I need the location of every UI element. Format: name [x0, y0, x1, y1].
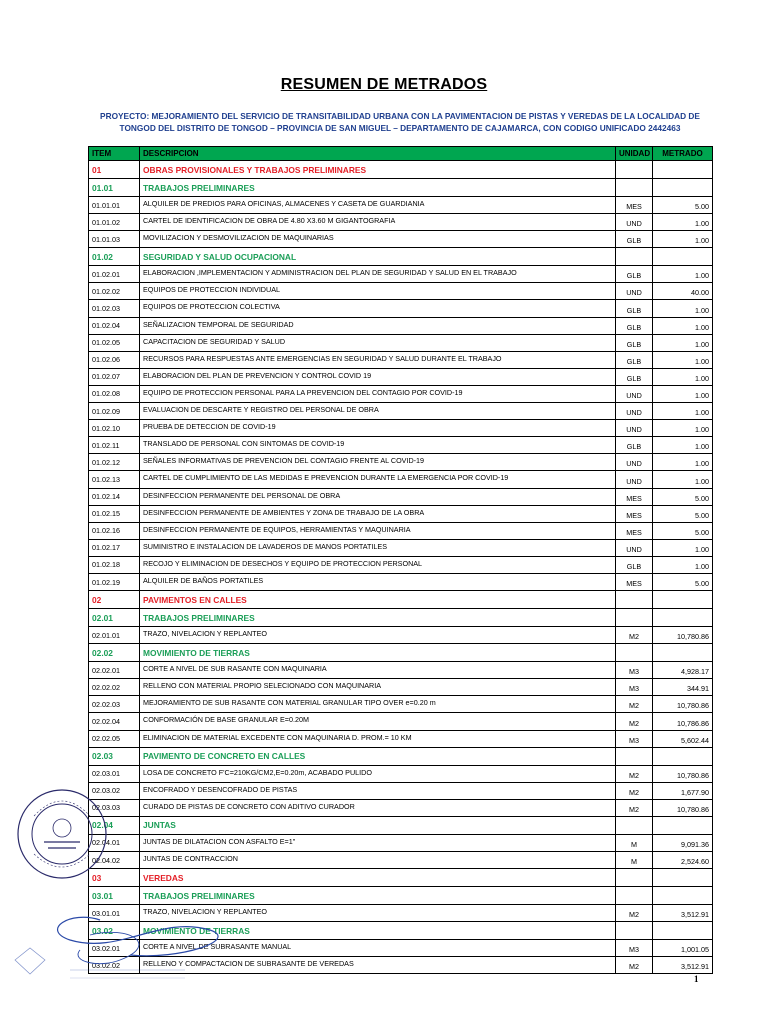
row-description: PAVIMENTO DE CONCRETO EN CALLES: [140, 747, 616, 765]
table-row: [89, 368, 713, 385]
row-description: EQUIPOS DE PROTECCION COLECTIVA: [140, 300, 616, 317]
row-metrado: 1,001.05: [653, 940, 713, 957]
table-row: [89, 522, 713, 539]
row-unit: MES: [616, 197, 653, 214]
row-metrado: 344.91: [653, 679, 713, 696]
municipal-seal-icon: [14, 786, 110, 882]
row-unit: GLB: [616, 317, 653, 334]
row-item: 02.01: [89, 609, 140, 627]
row-metrado: 9,091.36: [653, 834, 713, 851]
row-metrado: 5,602.44: [653, 730, 713, 747]
row-description: RECURSOS PARA RESPUESTAS ANTE EMERGENCIAS EN SEGURIDAD Y SALUD DURANTE EL TRABAJO: [140, 351, 616, 368]
row-metrado: 5.00: [653, 522, 713, 539]
row-metrado: 1.00: [653, 266, 713, 283]
row-description: DESINFECCION PERMANENTE DEL PERSONAL DE OBRA: [140, 488, 616, 505]
table-row: [89, 214, 713, 231]
row-description: SEÑALES INFORMATIVAS DE PREVENCION DEL CONTAGIO FRENTE AL COVID-19: [140, 454, 616, 471]
row-metrado: 10,780.86: [653, 696, 713, 713]
row-metrado: 1.00: [653, 403, 713, 420]
table-row: [89, 505, 713, 522]
row-description: ALQUILER DE BAÑOS PORTATILES: [140, 573, 616, 590]
row-item: 01.02.02: [89, 283, 140, 300]
row-item: 02.03: [89, 747, 140, 765]
row-item: 03.02: [89, 922, 140, 940]
project-line-1: PROYECTO: MEJORAMIENTO DEL SERVICIO DE TRANSITABILIDAD URBANA CON LA PAVIMENTACION DE PISTAS Y VEREDAS DE LA LOCALIDAD DE: [100, 111, 700, 121]
project-description: [90, 110, 710, 134]
table-row: [89, 300, 713, 317]
row-item: 02.03.03: [89, 799, 140, 816]
row-metrado: 1.00: [653, 214, 713, 231]
row-unit: M2: [616, 696, 653, 713]
row-unit: UND: [616, 539, 653, 556]
row-unit: UND: [616, 403, 653, 420]
row-unit: [616, 161, 653, 179]
row-metrado: 1.00: [653, 351, 713, 368]
row-unit: M2: [616, 799, 653, 816]
row-unit: [616, 248, 653, 266]
row-item: 01.02.11: [89, 437, 140, 454]
metrados-table: [88, 146, 713, 974]
row-item: 02.03.02: [89, 782, 140, 799]
row-unit: M: [616, 852, 653, 869]
table-row: [89, 317, 713, 334]
row-item: 02.02.01: [89, 662, 140, 679]
row-metrado: 10,780.86: [653, 765, 713, 782]
row-item: 01.02.12: [89, 454, 140, 471]
table-row: [89, 573, 713, 590]
row-unit: M2: [616, 957, 653, 974]
row-item: 03.01.01: [89, 905, 140, 922]
row-metrado: [653, 248, 713, 266]
row-unit: M2: [616, 782, 653, 799]
row-description: CARTEL DE IDENTIFICACION DE OBRA DE 4.80 X3.60 M GIGANTOGRAFIA: [140, 214, 616, 231]
table-row: [89, 869, 713, 887]
row-metrado: 5.00: [653, 197, 713, 214]
signature-stamp-icon: [10, 900, 270, 990]
row-metrado: 1.00: [653, 539, 713, 556]
row-metrado: [653, 591, 713, 609]
row-description: SEÑALIZACION TEMPORAL DE SEGURIDAD: [140, 317, 616, 334]
row-item: 02.03.01: [89, 765, 140, 782]
table-row: [89, 488, 713, 505]
row-item: 01.02.06: [89, 351, 140, 368]
row-description: MOVILIZACION Y DESMOVILIZACION DE MAQUINARIAS: [140, 231, 616, 248]
row-metrado: 1.00: [653, 420, 713, 437]
table-row: [89, 816, 713, 834]
row-item: 01.02: [89, 248, 140, 266]
row-description: CAPACITACION DE SEGURIDAD Y SALUD: [140, 334, 616, 351]
row-metrado: 1.00: [653, 368, 713, 385]
row-description: MEJORAMIENTO DE SUB RASANTE CON MATERIAL GRANULAR TIPO OVER e=0.20 m: [140, 696, 616, 713]
row-metrado: [653, 644, 713, 662]
row-description: CONFORMACIÓN DE BASE GRANULAR E=0.20M: [140, 713, 616, 730]
row-metrado: [653, 161, 713, 179]
row-item: 01.02.04: [89, 317, 140, 334]
row-item: 01.02.14: [89, 488, 140, 505]
row-description: OBRAS PROVISIONALES Y TRABAJOS PRELIMINARES: [140, 161, 616, 179]
table-row: [89, 627, 713, 644]
table-row: [89, 161, 713, 179]
row-metrado: 1,677.90: [653, 782, 713, 799]
row-description: DESINFECCION PERMANENTE DE EQUIPOS, HERRAMIENTAS Y MAQUINARIA: [140, 522, 616, 539]
row-description: RELLENO CON MATERIAL PROPIO SELECIONADO CON MAQUINARIA: [140, 679, 616, 696]
row-description: PAVIMENTOS EN CALLES: [140, 591, 616, 609]
header-descripcion: DESCRIPCION: [140, 147, 616, 161]
row-metrado: 40.00: [653, 283, 713, 300]
row-metrado: 1.00: [653, 334, 713, 351]
row-metrado: 1.00: [653, 300, 713, 317]
row-description: TRABAJOS PRELIMINARES: [140, 887, 616, 905]
row-metrado: [653, 869, 713, 887]
row-description: RECOJO Y ELIMINACION DE DESECHOS Y EQUIPO DE PROTECCION PERSONAL: [140, 556, 616, 573]
header-unidad: UNIDAD: [616, 147, 653, 161]
row-metrado: 1.00: [653, 437, 713, 454]
row-unit: [616, 816, 653, 834]
row-description: DESINFECCION PERMANENTE DE AMBIENTES Y ZONA DE TRABAJO DE LA OBRA: [140, 505, 616, 522]
header-metrado: METRADO: [653, 147, 713, 161]
row-item: 01.02.13: [89, 471, 140, 488]
row-description: VEREDAS: [140, 869, 616, 887]
row-metrado: 1.00: [653, 231, 713, 248]
row-unit: M: [616, 834, 653, 851]
row-description: TRABAJOS PRELIMINARES: [140, 609, 616, 627]
row-unit: UND: [616, 283, 653, 300]
row-description: CURADO DE PISTAS DE CONCRETO CON ADITIVO CURADOR: [140, 799, 616, 816]
row-unit: [616, 922, 653, 940]
row-item: 01.02.19: [89, 573, 140, 590]
row-item: 01.02.05: [89, 334, 140, 351]
row-metrado: 3,512.91: [653, 905, 713, 922]
project-line-2: TONGOD DEL DISTRITO DE TONGOD – PROVINCIA DE SAN MIGUEL – DEPARTAMENTO DE CAJAMARCA, CON CODIGO UNIFICADO 2442463: [119, 123, 681, 133]
row-description: TRANSLADO DE PERSONAL CON SINTOMAS DE COVID-19: [140, 437, 616, 454]
row-metrado: [653, 887, 713, 905]
table-row: [89, 266, 713, 283]
table-row: [89, 231, 713, 248]
row-item: 01.01: [89, 179, 140, 197]
row-item: 01.02.01: [89, 266, 140, 283]
row-item: 01.02.09: [89, 403, 140, 420]
row-unit: GLB: [616, 556, 653, 573]
row-description: ELABORACION ,IMPLEMENTACION Y ADMINISTRACION DEL PLAN DE SEGURIDAD Y SALUD EN EL TRABAJO: [140, 266, 616, 283]
row-description: TRABAJOS PRELIMINARES: [140, 179, 616, 197]
row-metrado: 3,512.91: [653, 957, 713, 974]
row-metrado: [653, 609, 713, 627]
row-unit: [616, 747, 653, 765]
table-row: [89, 454, 713, 471]
row-description: CORTE A NIVEL DE SUBRASANTE MANUAL: [140, 940, 616, 957]
row-description: LOSA DE CONCRETO F'C=210KG/CM2,E=0.20m, ACABADO PULIDO: [140, 765, 616, 782]
row-item: 02: [89, 591, 140, 609]
row-description: ELIMINACION DE MATERIAL EXCEDENTE CON MAQUINARIA D. PROM.= 10 KM: [140, 730, 616, 747]
row-metrado: 1.00: [653, 317, 713, 334]
row-item: 02.04.02: [89, 852, 140, 869]
table-row: [89, 782, 713, 799]
row-metrado: 1.00: [653, 471, 713, 488]
row-item: 03.01: [89, 887, 140, 905]
row-description: JUNTAS: [140, 816, 616, 834]
table-row: [89, 799, 713, 816]
row-item: 02.02.04: [89, 713, 140, 730]
row-unit: M3: [616, 679, 653, 696]
row-unit: MES: [616, 488, 653, 505]
row-item: 01.02.15: [89, 505, 140, 522]
row-unit: UND: [616, 214, 653, 231]
row-unit: UND: [616, 420, 653, 437]
row-unit: MES: [616, 505, 653, 522]
row-unit: GLB: [616, 437, 653, 454]
table-row: [89, 471, 713, 488]
row-item: 02.02.03: [89, 696, 140, 713]
row-unit: UND: [616, 385, 653, 402]
table-row: [89, 248, 713, 266]
row-item: 01.02.03: [89, 300, 140, 317]
table-row: [89, 539, 713, 556]
row-description: EVALUACION DE DESCARTE Y REGISTRO DEL PERSONAL DE OBRA: [140, 403, 616, 420]
table-row: [89, 730, 713, 747]
row-description: ALQUILER DE PREDIOS PARA OFICINAS, ALMACENES Y CASETA DE GUARDIANIA: [140, 197, 616, 214]
row-unit: M2: [616, 713, 653, 730]
table-row: [89, 591, 713, 609]
row-metrado: 10,780.86: [653, 799, 713, 816]
row-unit: [616, 887, 653, 905]
row-description: TRAZO, NIVELACION Y REPLANTEO: [140, 627, 616, 644]
row-item: 02.04: [89, 816, 140, 834]
row-unit: [616, 179, 653, 197]
row-metrado: 5.00: [653, 488, 713, 505]
row-item: 01.02.08: [89, 385, 140, 402]
row-description: CORTE A NIVEL DE SUB RASANTE CON MAQUINARIA: [140, 662, 616, 679]
row-unit: M2: [616, 905, 653, 922]
row-unit: GLB: [616, 266, 653, 283]
row-item: 02.02: [89, 644, 140, 662]
row-metrado: 4,928.17: [653, 662, 713, 679]
row-item: 03.02.02: [89, 957, 140, 974]
table-row: [89, 179, 713, 197]
table-row: [89, 351, 713, 368]
table-row: [89, 283, 713, 300]
row-description: CARTEL DE CUMPLIMIENTO DE LAS MEDIDAS E PREVENCION DURANTE LA EMERGENCIA POR COVID-19: [140, 471, 616, 488]
row-metrado: 1.00: [653, 556, 713, 573]
row-metrado: [653, 747, 713, 765]
table-row: [89, 437, 713, 454]
table-row: [89, 834, 713, 851]
table-row: [89, 662, 713, 679]
row-metrado: 2,524.60: [653, 852, 713, 869]
row-description: ENCOFRADO Y DESENCOFRADO DE PISTAS: [140, 782, 616, 799]
row-metrado: [653, 922, 713, 940]
row-unit: M2: [616, 765, 653, 782]
row-item: 02.04.01: [89, 834, 140, 851]
row-unit: GLB: [616, 368, 653, 385]
table-row: [89, 556, 713, 573]
row-item: 01.01.03: [89, 231, 140, 248]
table-row: [89, 197, 713, 214]
table-row: [89, 403, 713, 420]
row-item: 02.02.05: [89, 730, 140, 747]
row-item: 01.02.17: [89, 539, 140, 556]
row-item: 01.02.10: [89, 420, 140, 437]
row-description: MOVIMIENTO DE TIERRAS: [140, 644, 616, 662]
table-row: [89, 609, 713, 627]
row-unit: GLB: [616, 231, 653, 248]
table-row: [89, 679, 713, 696]
page-title: RESUMEN DE METRADOS: [280, 76, 488, 93]
row-item: 01.02.16: [89, 522, 140, 539]
table-row: [89, 713, 713, 730]
row-metrado: [653, 816, 713, 834]
row-metrado: 1.00: [653, 385, 713, 402]
page-number: 1: [694, 974, 699, 984]
row-description: RELLENO Y COMPACTACION DE SUBRASANTE DE VEREDAS: [140, 957, 616, 974]
row-item: 03: [89, 869, 140, 887]
row-unit: [616, 644, 653, 662]
row-metrado: 5.00: [653, 573, 713, 590]
table-row: [89, 334, 713, 351]
row-description: JUNTAS DE DILATACION CON ASFALTO E=1": [140, 834, 616, 851]
row-item: 01.01.01: [89, 197, 140, 214]
row-item: 01.02.07: [89, 368, 140, 385]
row-unit: M3: [616, 662, 653, 679]
table-row: [89, 385, 713, 402]
row-unit: [616, 591, 653, 609]
row-item: 01: [89, 161, 140, 179]
row-item: 03.02.01: [89, 940, 140, 957]
row-unit: M2: [616, 627, 653, 644]
row-unit: [616, 609, 653, 627]
table-row: [89, 852, 713, 869]
row-unit: GLB: [616, 334, 653, 351]
row-description: SEGURIDAD Y SALUD OCUPACIONAL: [140, 248, 616, 266]
row-item: 01.02.18: [89, 556, 140, 573]
row-unit: GLB: [616, 300, 653, 317]
row-unit: MES: [616, 573, 653, 590]
row-description: TRAZO, NIVELACION Y REPLANTEO: [140, 905, 616, 922]
row-description: PRUEBA DE DETECCION DE COVID-19: [140, 420, 616, 437]
row-unit: UND: [616, 471, 653, 488]
table-row: [89, 696, 713, 713]
table-row: [89, 420, 713, 437]
row-item: 01.01.02: [89, 214, 140, 231]
row-item: 02.01.01: [89, 627, 140, 644]
table-row: [89, 765, 713, 782]
row-metrado: [653, 179, 713, 197]
row-unit: M3: [616, 730, 653, 747]
table-row: [89, 644, 713, 662]
row-description: JUNTAS DE CONTRACCION: [140, 852, 616, 869]
table-header-row: [89, 147, 713, 161]
row-description: SUMINISTRO E INSTALACION DE LAVADEROS DE MANOS PORTATILES: [140, 539, 616, 556]
row-metrado: 10,786.86: [653, 713, 713, 730]
row-metrado: 10,780.86: [653, 627, 713, 644]
row-description: MOVIMIENTO DE TIERRAS: [140, 922, 616, 940]
row-unit: UND: [616, 454, 653, 471]
row-metrado: 5.00: [653, 505, 713, 522]
row-unit: MES: [616, 522, 653, 539]
row-description: EQUIPO DE PROTECCION PERSONAL PARA LA PREVENCION DEL CONTAGIO POR COVID-19: [140, 385, 616, 402]
row-unit: [616, 869, 653, 887]
row-item: 02.02.02: [89, 679, 140, 696]
row-description: EQUIPOS DE PROTECCION INDIVIDUAL: [140, 283, 616, 300]
table-row: [89, 747, 713, 765]
row-description: ELABORACION DEL PLAN DE PREVENCION Y CONTROL COVID 19: [140, 368, 616, 385]
row-unit: GLB: [616, 351, 653, 368]
header-item: ITEM: [89, 147, 140, 161]
row-unit: M3: [616, 940, 653, 957]
row-metrado: 1.00: [653, 454, 713, 471]
